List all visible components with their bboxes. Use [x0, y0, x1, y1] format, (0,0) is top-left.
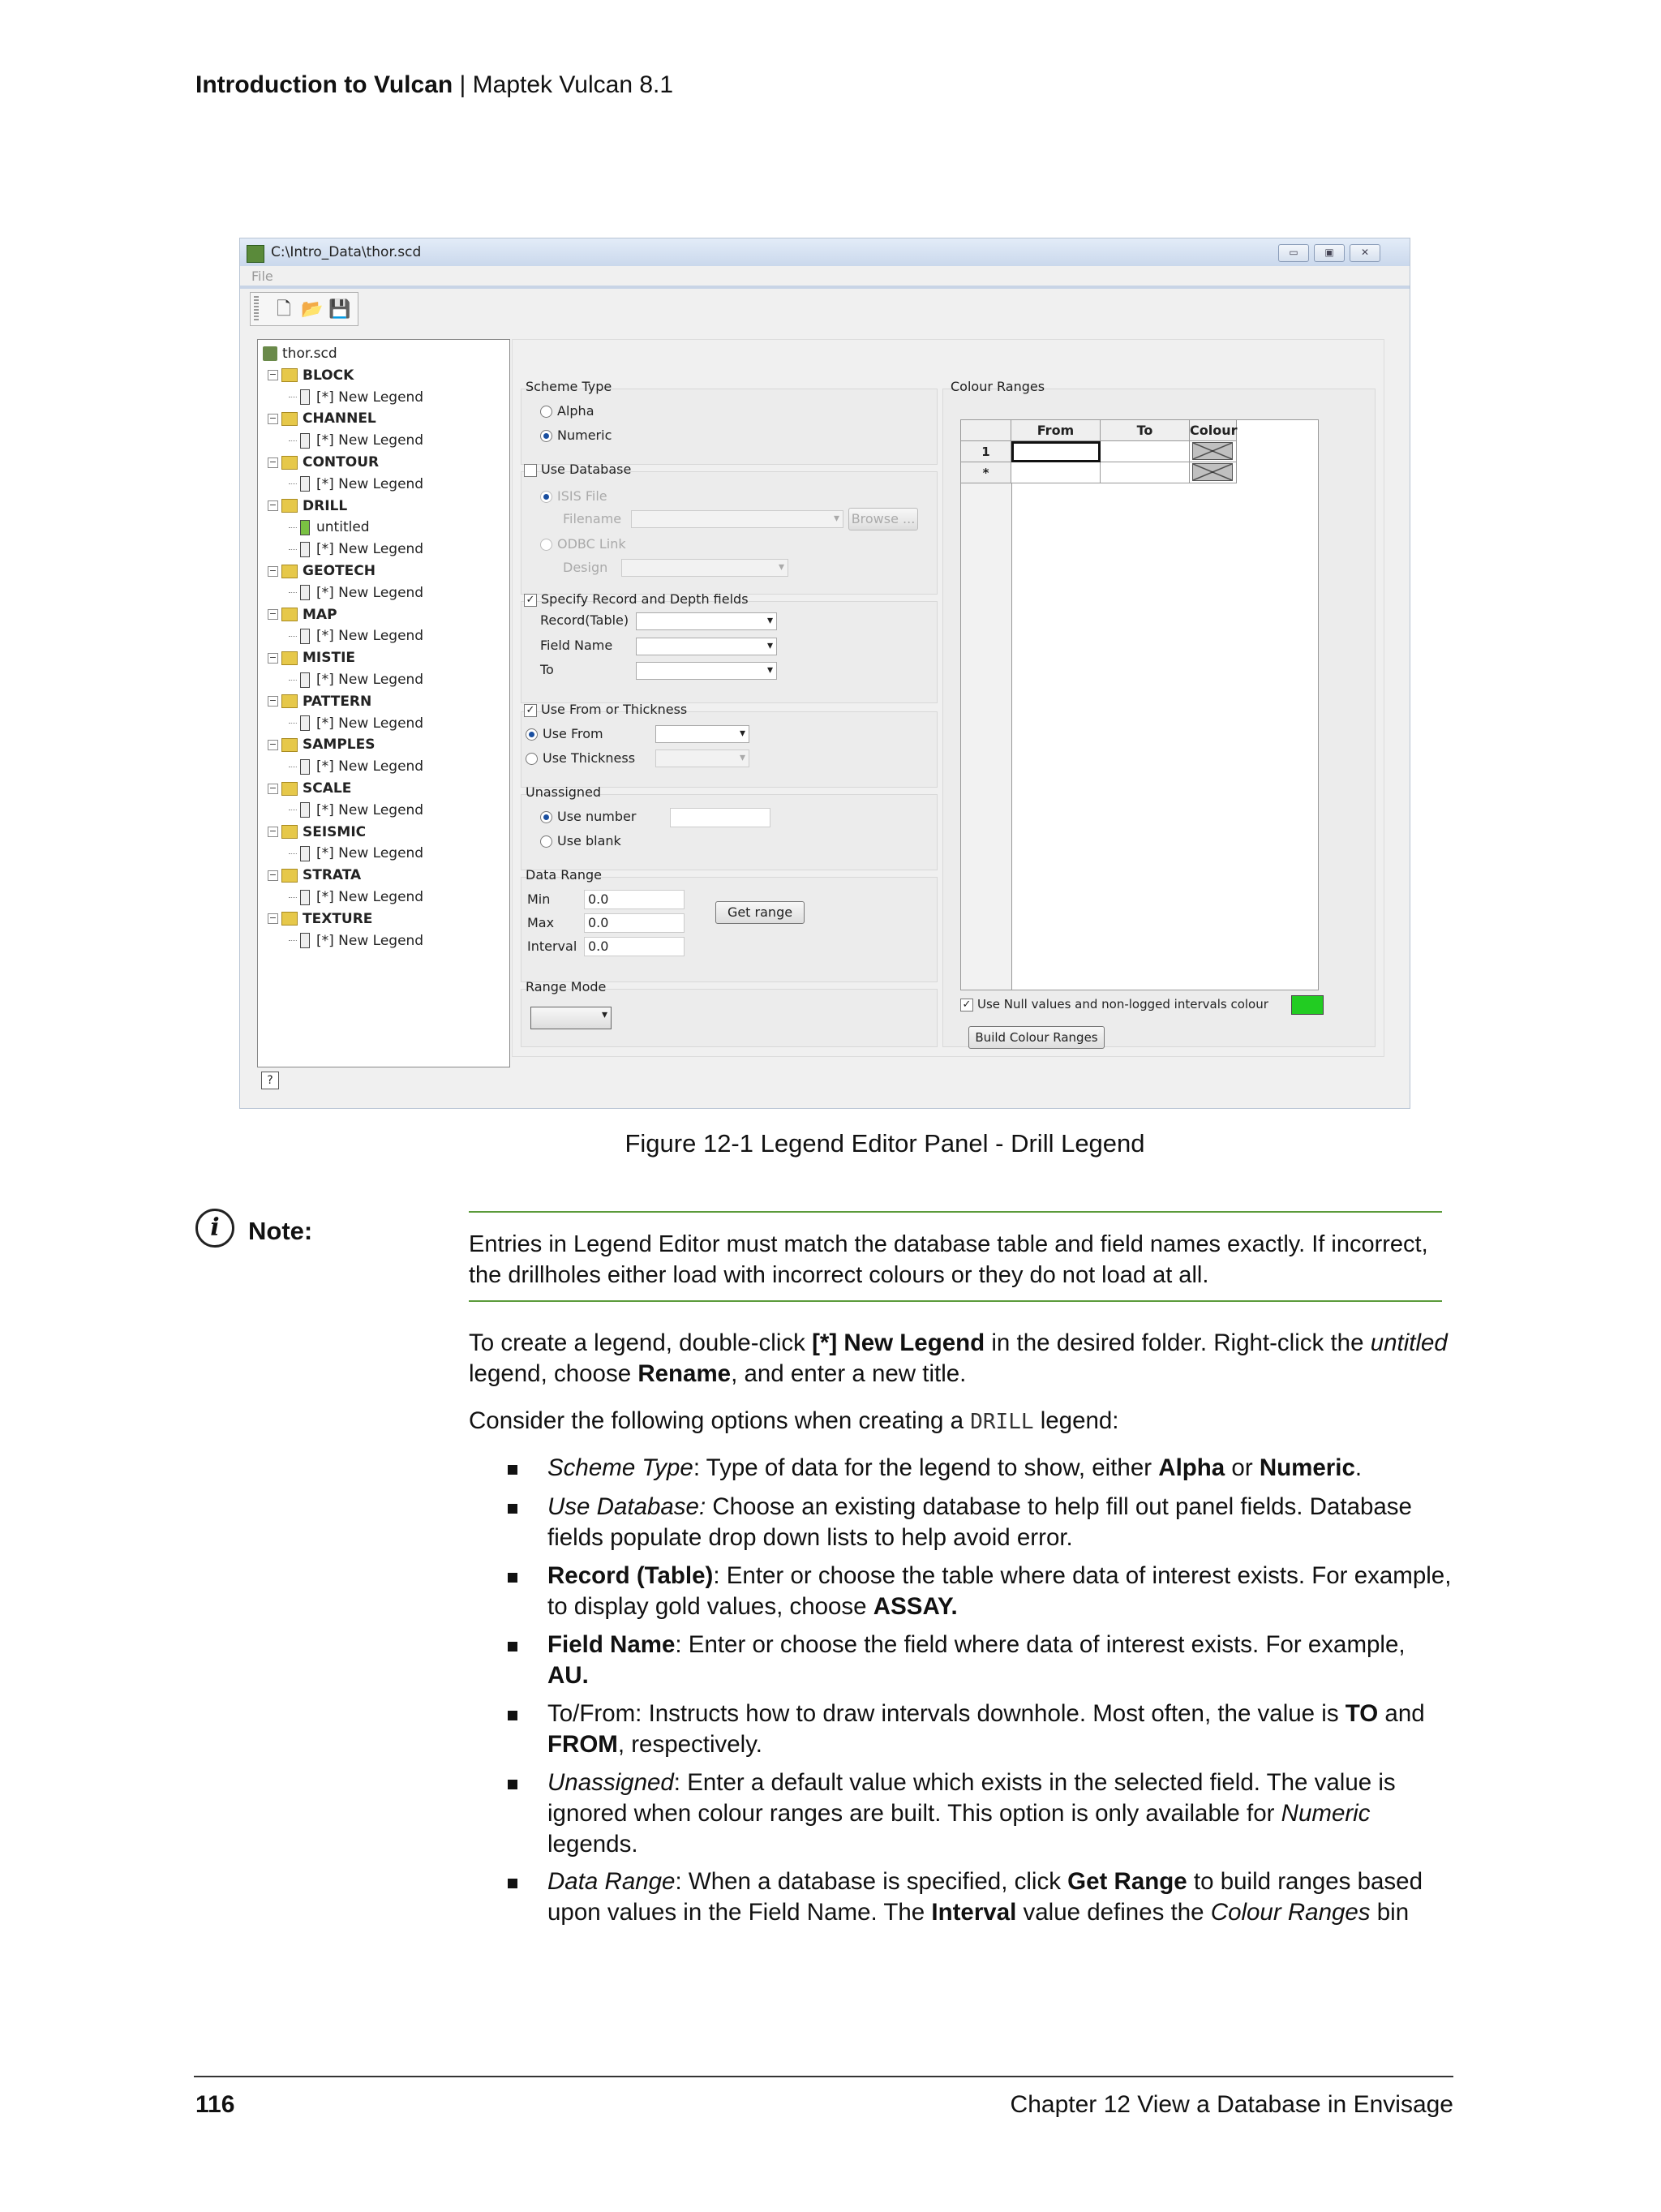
footer-chapter: Chapter 12 View a Database in Envisage [1010, 2091, 1453, 2118]
use-database-checkbox[interactable] [524, 462, 631, 477]
footer-rule [194, 2076, 1453, 2077]
app-icon [247, 245, 264, 263]
folder-icon [281, 782, 298, 796]
folder-icon [281, 368, 298, 382]
from-thickness-checkbox[interactable] [524, 702, 687, 717]
min-input[interactable]: 0.0 [584, 890, 685, 909]
tree-folder-contour[interactable]: − CONTOUR [268, 454, 380, 470]
folder-icon [281, 412, 298, 426]
tree-new-legend[interactable]: [*] New Legend [289, 887, 423, 908]
menu-separator [240, 286, 1410, 289]
null-values-label: Use Null values and non-logged intervals colour [977, 997, 1268, 1012]
legend-icon [300, 802, 310, 818]
use-thickness-combo[interactable] [655, 750, 749, 767]
unassigned-number-input[interactable] [670, 808, 770, 827]
tree-folder-texture[interactable]: − TEXTURE [268, 910, 373, 927]
collapse-icon[interactable]: − [268, 412, 277, 423]
tree-new-legend[interactable]: [*] New Legend [289, 539, 423, 561]
grid-header-colour[interactable]: Colour [1190, 420, 1237, 441]
field-name-label: Field Name [540, 638, 613, 653]
legend-editor-window [239, 238, 1410, 1109]
bullet-to-from: To/From: Instructs how to draw intervals downhole. Most often, the value is TO and FROM, respectively. [547, 1700, 1425, 1758]
use-thickness-radio-button[interactable] [526, 753, 538, 765]
collapse-icon[interactable]: − [268, 565, 277, 576]
grid-cell-to-new[interactable] [1101, 462, 1190, 483]
collapse-icon[interactable]: − [268, 738, 277, 750]
build-colour-ranges-button[interactable]: Build Colour Ranges [968, 1026, 1105, 1049]
running-header [195, 71, 673, 99]
use-number-radio[interactable] [540, 809, 636, 824]
use-number-radio-button[interactable] [540, 811, 552, 823]
legend-icon [300, 672, 310, 688]
legend-icon [300, 585, 310, 600]
close-button[interactable]: ✕ [1350, 244, 1380, 262]
figure-caption: Figure 12-1 Legend Editor Panel - Drill Legend [624, 1129, 1145, 1158]
note-rule-bottom [469, 1300, 1442, 1302]
page-number: 116 [195, 2091, 235, 2118]
note-label: Note: [248, 1217, 313, 1245]
tree-folder-drill[interactable]: − DRILL [268, 497, 348, 514]
record-depth-check[interactable]: ✓ [524, 594, 537, 607]
max-input[interactable]: 0.0 [584, 913, 685, 933]
range-mode-combo[interactable] [530, 1007, 612, 1029]
legend-tree[interactable] [257, 339, 510, 1067]
bullet-marker [508, 1465, 517, 1475]
colour-ranges-grid[interactable] [960, 419, 1319, 990]
tree-folder-pattern[interactable]: − PATTERN [268, 693, 372, 710]
tree-connector [289, 680, 297, 681]
collapse-icon[interactable]: − [268, 608, 277, 620]
tree-new-legend[interactable]: [*] New Legend [289, 800, 423, 822]
scheme-type-group [521, 389, 938, 465]
legend-icon [300, 715, 310, 731]
isis-label: ISIS File [557, 488, 607, 504]
design-label: Design [563, 560, 608, 575]
tree-folder-strata[interactable]: − STRATA [268, 867, 362, 884]
use-thickness-radio[interactable] [526, 750, 635, 766]
scheme-type-label: Scheme Type [526, 379, 612, 394]
maximize-button[interactable]: ▣ [1314, 244, 1345, 262]
bullet-scheme-type: Scheme Type: Type of data for the legend to show, either Alpha or Numeric. [547, 1454, 1363, 1481]
bullet-unassigned: Unassigned: Enter a default value which exists in the selected field. The value is ignored when colour ranges are built. This option is only available for Numeric legends. [547, 1769, 1396, 1858]
note-text: Entries in Legend Editor must match the database table and field names exactly. If incorrect, the drillholes either load with incorrect colours or they do not load at all. [469, 1231, 1428, 1288]
bullet-field-name: Field Name: Enter or choose the field where data of interest exists. For example, AU. [547, 1631, 1406, 1689]
odbc-label: ODBC Link [557, 536, 626, 552]
folder-icon [281, 456, 298, 470]
folder-icon [281, 912, 298, 926]
design-combo[interactable] [621, 559, 788, 577]
open-folder-icon[interactable]: 📂 [301, 299, 324, 320]
collapse-icon[interactable]: − [268, 869, 277, 880]
tree-folder-seismic[interactable]: − SEISMIC [268, 823, 367, 840]
use-blank-label: Use blank [557, 833, 621, 848]
alpha-radio-button[interactable] [540, 406, 552, 418]
tree-connector [289, 897, 297, 898]
use-from-label: Use From [543, 726, 603, 741]
isis-file-radio[interactable] [540, 488, 607, 504]
header-doc-title: Introduction to Vulcan [195, 71, 453, 98]
tree-new-legend[interactable]: [*] New Legend [289, 430, 423, 452]
tree-new-legend[interactable]: [*] New Legend [289, 756, 423, 778]
tree-folder-block[interactable]: − BLOCK [268, 367, 354, 384]
tree-connector [289, 853, 297, 854]
paragraph-options: Consider the following options when creating a DRILL legend: [469, 1407, 1119, 1434]
tree-folder-geotech[interactable]: − GEOTECH [268, 563, 376, 579]
collapse-icon[interactable]: − [268, 913, 277, 924]
use-blank-radio-button[interactable] [540, 835, 552, 848]
collapse-icon[interactable]: − [268, 826, 277, 837]
legend-icon [300, 890, 310, 905]
use-database-check[interactable] [524, 464, 537, 477]
tree-connector [289, 440, 297, 441]
colour-ranges-label: Colour Ranges [951, 379, 1045, 394]
tree-folder-scale[interactable]: − SCALE [268, 780, 352, 797]
collapse-icon[interactable]: − [268, 369, 277, 380]
odbc-radio-button[interactable] [540, 539, 552, 551]
note-rule-top [469, 1211, 1442, 1213]
tree-folder-samples[interactable]: − SAMPLES [268, 737, 376, 754]
minimize-button[interactable]: ▭ [1278, 244, 1309, 262]
data-range-label: Data Range [526, 867, 602, 883]
range-mode-label: Range Mode [526, 979, 607, 994]
alpha-label: Alpha [557, 403, 594, 419]
use-blank-radio[interactable] [540, 833, 621, 848]
use-number-label: Use number [557, 809, 637, 824]
folder-icon [281, 694, 298, 708]
empty-colour-swatch[interactable] [1192, 442, 1233, 460]
tree-folder-channel[interactable]: − CHANNEL [268, 410, 376, 427]
collapse-icon[interactable]: − [268, 782, 277, 793]
editor-panel [512, 339, 1384, 1057]
grid-row-header-area [961, 483, 1012, 990]
numeric-radio-button[interactable] [540, 430, 552, 442]
toolbar [250, 292, 358, 326]
toolbar-grip[interactable] [254, 296, 259, 322]
legend-icon [300, 476, 310, 492]
max-label: Max [527, 915, 555, 930]
null-values-checkbox[interactable] [960, 997, 1268, 1012]
header-product: Maptek Vulcan 8.1 [472, 71, 674, 98]
collapse-icon[interactable]: − [268, 695, 277, 707]
folder-icon [281, 825, 298, 839]
bullet-marker [508, 1780, 517, 1789]
isis-radio-button[interactable] [540, 491, 552, 503]
help-icon[interactable]: ? [261, 1072, 279, 1089]
legend-icon [300, 433, 310, 449]
use-from-radio[interactable] [526, 726, 603, 741]
collapse-icon[interactable]: − [268, 456, 277, 467]
legend-icon [300, 542, 310, 557]
new-file-icon[interactable]: 🗋 [277, 299, 291, 320]
interval-input[interactable]: 0.0 [584, 937, 685, 956]
browse-button[interactable]: Browse ... [848, 508, 918, 530]
grid-cell-colour-1[interactable] [1190, 441, 1237, 462]
use-database-label: Use Database [541, 462, 632, 477]
from-thickness-label: Use From or Thickness [541, 702, 688, 717]
use-from-combo[interactable] [655, 725, 749, 743]
tree-folder-map[interactable]: − MAP [268, 606, 337, 623]
use-from-radio-button[interactable] [526, 728, 538, 741]
collapse-icon[interactable]: − [268, 500, 277, 511]
folder-icon [281, 651, 298, 665]
unassigned-group [521, 794, 938, 870]
record-depth-checkbox[interactable] [524, 591, 749, 607]
tree-legend-untitled[interactable]: untitled [289, 517, 370, 539]
tree-connector [289, 549, 297, 550]
collapse-icon[interactable]: − [268, 651, 277, 663]
window-title: C:\Intro_Data\thor.scd [271, 244, 422, 260]
bullet-marker [508, 1642, 517, 1651]
legend-icon [300, 629, 310, 644]
tree-new-legend[interactable]: [*] New Legend [289, 625, 423, 647]
bullet-data-range: Data Range: When a database is specified, click Get Range to build ranges based upon values in the Field Name. The Interval value defines the Colour Ranges bin [547, 1868, 1423, 1926]
min-label: Min [527, 891, 551, 907]
filename-label: Filename [563, 511, 622, 526]
tree-root[interactable]: thor.scd [263, 343, 337, 365]
legend-icon [300, 520, 310, 535]
bullet-marker [508, 1573, 517, 1583]
folder-icon [281, 738, 298, 752]
tree-new-legend[interactable]: [*] New Legend [289, 713, 423, 735]
legend-icon [300, 933, 310, 948]
info-icon: i [195, 1209, 234, 1248]
record-table-combo[interactable] [636, 612, 777, 630]
odbc-radio[interactable] [540, 536, 626, 552]
bullet-marker [508, 1504, 517, 1514]
interval-label: Interval [527, 938, 577, 954]
alpha-radio[interactable] [540, 403, 594, 419]
bullet-record-table: Record (Table): Enter or choose the table where data of interest exists. For example, to display gold values, choose ASSAY. [547, 1562, 1452, 1620]
numeric-radio[interactable] [540, 427, 612, 443]
tree-new-legend[interactable]: [*] New Legend [289, 930, 423, 952]
paragraph-create-legend: To create a legend, double-click [*] New Legend in the desired folder. Right-click the untitled legend, choose Rename, and enter a new title. [469, 1329, 1448, 1387]
save-icon[interactable]: 💾 [328, 299, 351, 320]
to-label: To [540, 662, 554, 677]
grid-cell-from-new[interactable] [1011, 462, 1101, 483]
grid-cell-to-1[interactable] [1101, 441, 1190, 462]
grid-row-number: 1 [961, 441, 1011, 462]
record-table-label: Record(Table) [540, 612, 629, 628]
scd-file-icon [263, 346, 277, 361]
grid-header-to[interactable]: To [1101, 420, 1190, 441]
filename-combo[interactable] [631, 510, 843, 528]
grid-new-row-marker: * [961, 462, 1011, 483]
tree-connector [289, 940, 297, 941]
tree-new-legend[interactable]: [*] New Legend [289, 843, 423, 865]
legend-icon [300, 759, 310, 775]
tree-new-legend[interactable]: [*] New Legend [289, 474, 423, 496]
folder-icon [281, 499, 298, 513]
null-values-check[interactable]: ✓ [960, 999, 973, 1012]
tree-folder-mistie[interactable]: − MISTIE [268, 650, 356, 667]
grid-cell-from-1[interactable] [1011, 441, 1101, 462]
tree-connector [289, 527, 297, 528]
header-separator: | [453, 71, 473, 98]
folder-icon [281, 565, 298, 578]
tree-connector [289, 592, 297, 593]
tree-connector [289, 636, 297, 637]
bullet-marker [508, 1711, 517, 1720]
get-range-button[interactable]: Get range [715, 901, 805, 924]
use-thickness-label: Use Thickness [543, 750, 636, 766]
from-thickness-check[interactable]: ✓ [524, 704, 537, 717]
menu-file[interactable]: File [251, 268, 273, 284]
record-depth-label: Specify Record and Depth fields [541, 591, 749, 607]
numeric-label: Numeric [557, 427, 612, 443]
grid-corner [961, 420, 1011, 441]
legend-icon [300, 846, 310, 861]
grid-cell-colour-new[interactable] [1190, 462, 1237, 483]
tree-connector [289, 723, 297, 724]
tree-new-legend[interactable]: [*] New Legend [289, 669, 423, 691]
to-combo[interactable] [636, 662, 777, 680]
null-colour-swatch[interactable] [1291, 995, 1324, 1015]
tree-new-legend[interactable]: [*] New Legend [289, 582, 423, 604]
folder-icon [281, 869, 298, 883]
bullet-marker [508, 1879, 517, 1888]
grid-header-from[interactable]: From [1011, 420, 1101, 441]
legend-icon [300, 389, 310, 405]
tree-connector [289, 483, 297, 484]
field-name-combo[interactable] [636, 638, 777, 655]
bullet-use-database: Use Database: Choose an existing database to help fill out panel fields. Database fields populate drop down lists to help avoid error. [547, 1493, 1412, 1551]
unassigned-label: Unassigned [526, 784, 602, 800]
tree-new-legend[interactable]: [*] New Legend [289, 387, 423, 409]
empty-colour-swatch[interactable] [1192, 463, 1233, 481]
folder-icon [281, 608, 298, 621]
